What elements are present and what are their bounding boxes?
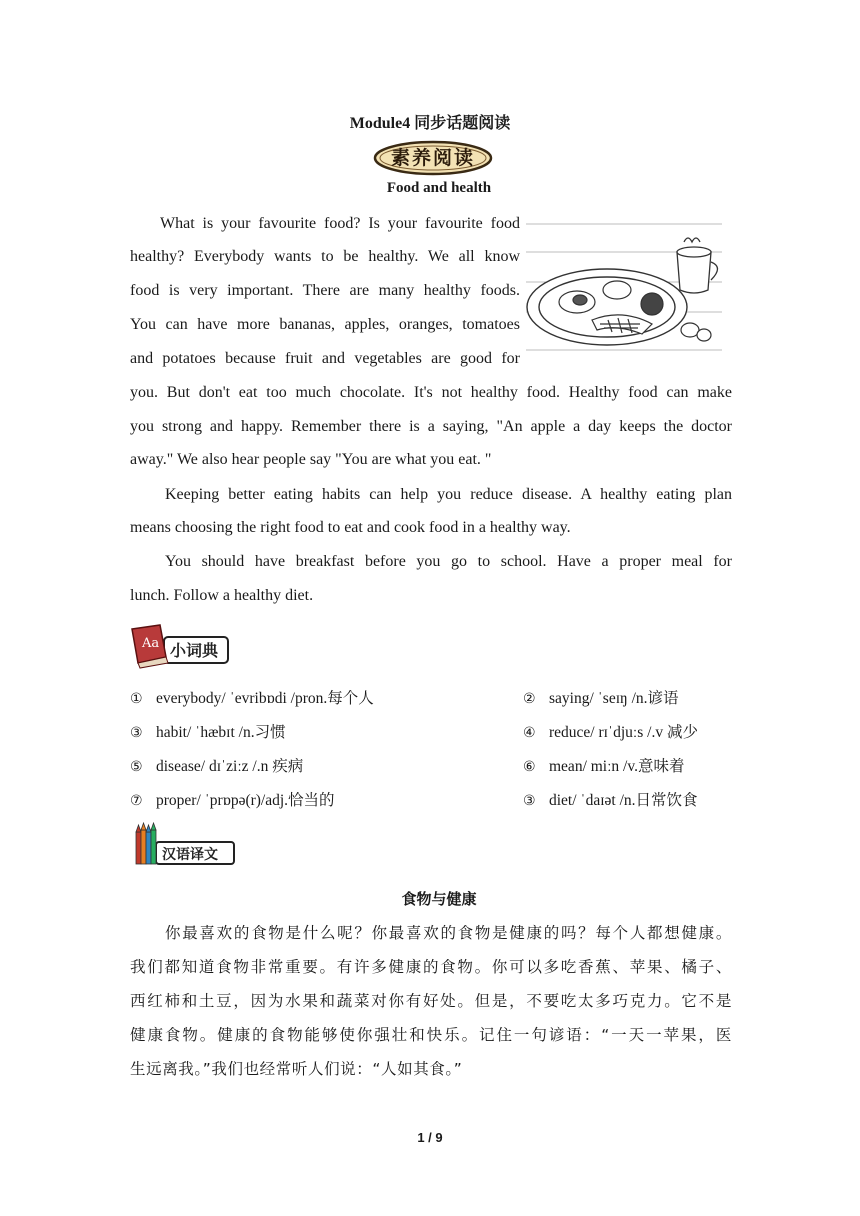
vocab-number: ④ bbox=[523, 725, 536, 741]
translation-line: 健康食物。健康的食物能够使你强壮和快乐。记住一句谚语：“一天一苹果，医 bbox=[130, 1026, 732, 1044]
passage-line: away." We also hear people say "You are what you eat. " bbox=[130, 451, 492, 468]
banner-label: 素养阅读 bbox=[390, 147, 475, 169]
page-number: 1 / 9 bbox=[417, 1130, 443, 1145]
translation-label: 汉语译文 bbox=[162, 847, 218, 863]
passage-line: What is your favourite food? Is your favourite food bbox=[160, 215, 520, 232]
vocab-number: ⑥ bbox=[523, 759, 536, 775]
vocab-number: ① bbox=[130, 691, 143, 707]
vocab-text: disease/ dɪˈziːz /.n 疾病 bbox=[156, 758, 304, 775]
vocab-text: habit/ ˈhæbɪt /n.习惯 bbox=[156, 724, 286, 741]
passage-line: Keeping better eating habits can help you reduce disease. A healthy eating plan bbox=[165, 486, 732, 503]
vocab-entry bbox=[523, 686, 679, 708]
translation-line: 西红柿和土豆，因为水果和蔬菜对你有好处。但是，不要吃太多巧克力。它不是 bbox=[130, 992, 732, 1010]
vocab-text: reduce/ rɪˈdjuːs /.v 减少 bbox=[549, 724, 698, 741]
page-title: Module4 同步话题阅读 bbox=[349, 115, 511, 132]
vocab-text: everybody/ ˈevribɒdi /pron.每个人 bbox=[156, 690, 374, 707]
vocab-number: ③ bbox=[130, 725, 143, 741]
book-letters: Aa bbox=[142, 636, 160, 651]
reading-banner bbox=[373, 140, 493, 176]
vocab-number: ⑦ bbox=[130, 793, 143, 809]
translation-line: 我们都知道食物非常重要。有许多健康的食物。你可以多吃香蕉、苹果、橘子、 bbox=[130, 958, 732, 976]
passage-line: and potatoes because fruit and vegetables are good for bbox=[130, 350, 520, 367]
passage-line: you strong and happy. Remember there is a saying, "An apple a day keeps the doctor bbox=[130, 418, 732, 435]
translation-section-icon bbox=[134, 822, 236, 868]
vocab-entry bbox=[523, 720, 698, 742]
translation-title: 食物与健康 bbox=[401, 890, 477, 908]
passage-line: means choosing the right food to eat and cook food in a healthy way. bbox=[130, 519, 571, 536]
translation-line: 你最喜欢的食物是什么呢？你最喜欢的食物是健康的吗？每个人都想健康。 bbox=[165, 924, 732, 942]
vocab-text: mean/ miːn /v.意味着 bbox=[549, 758, 685, 775]
crayons-icon bbox=[134, 822, 236, 868]
vocab-text: proper/ ˈprɒpə(r)/adj.恰当的 bbox=[156, 792, 335, 809]
passage-line: healthy? Everybody wants to be healthy. We all know bbox=[130, 248, 520, 265]
passage-title: Food and health bbox=[386, 180, 492, 196]
vocab-text: diet/ ˈdaɪət /n.日常饮食 bbox=[549, 792, 698, 809]
food-plate-illustration bbox=[522, 212, 732, 367]
passage-line: You can have more bananas, apples, oranges, tomatoes bbox=[130, 316, 520, 333]
vocab-entry bbox=[130, 686, 374, 708]
dictionary-section-icon bbox=[130, 623, 232, 669]
vocab-number: ⑤ bbox=[130, 759, 143, 775]
vocab-number: ③ bbox=[523, 793, 536, 809]
vocab-entry bbox=[523, 788, 698, 810]
vocab-number: ② bbox=[523, 691, 536, 707]
vocab-text: saying/ ˈseɪŋ /n.谚语 bbox=[549, 690, 679, 707]
vocab-entry bbox=[523, 754, 684, 776]
dictionary-label: 小词典 bbox=[170, 641, 219, 660]
translation-line: 生远离我。”我们也经常听人们说：“人如其食。” bbox=[130, 1060, 463, 1078]
passage-line: food is very important. There are many healthy foods. bbox=[130, 282, 520, 299]
vocab-entry bbox=[130, 754, 303, 776]
passage-line: You should have breakfast before you go to school. Have a proper meal for bbox=[165, 553, 732, 570]
book-icon bbox=[130, 623, 232, 669]
vocab-entry bbox=[130, 720, 286, 742]
vocab-entry bbox=[130, 788, 335, 810]
passage-line: lunch. Follow a healthy diet. bbox=[130, 587, 314, 604]
passage-line: you. But don't eat too much chocolate. It's not healthy food. Healthy food can make bbox=[130, 384, 732, 401]
